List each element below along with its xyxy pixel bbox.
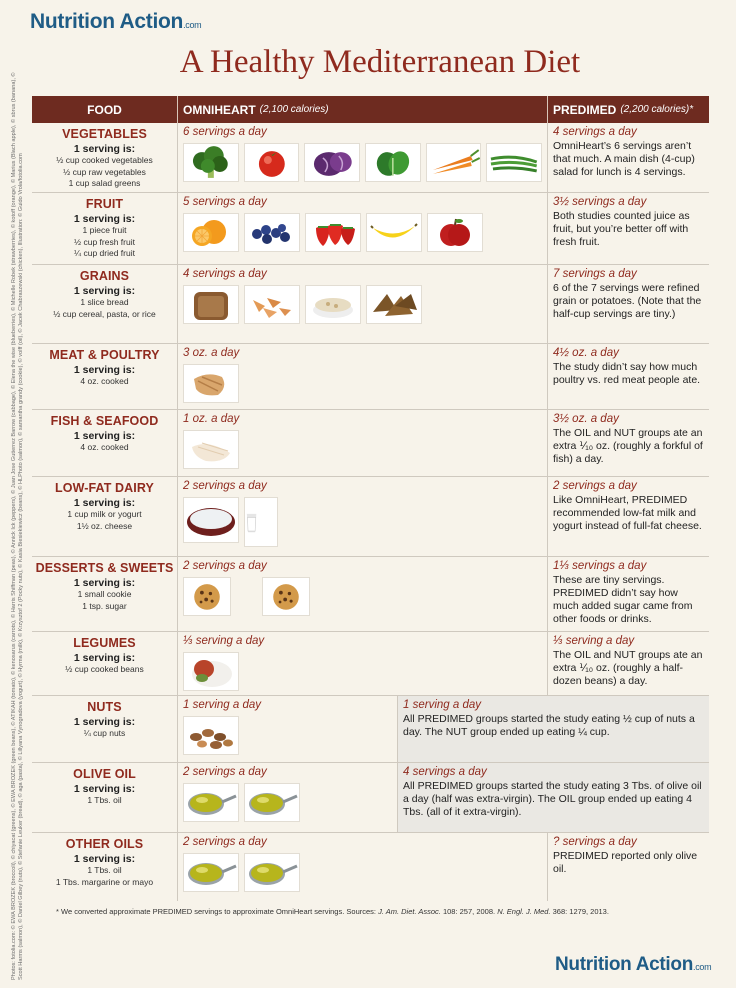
predimed-cell [547, 557, 709, 631]
logo-bottom [555, 954, 711, 976]
predimed-servings: 3½ oz. a day [553, 413, 619, 425]
predimed-cell [547, 193, 709, 264]
omniheart-servings: 6 servings a day [183, 126, 267, 138]
food-name: FISH & SEAFOOD [50, 414, 159, 428]
header-predimed [547, 96, 709, 123]
predimed-servings: 4½ oz. a day [553, 347, 619, 359]
banana-icon [366, 213, 422, 252]
predimed-cell [547, 632, 709, 695]
food-name: LEGUMES [73, 636, 136, 650]
predimed-note: The study didn’t say how much poultry vs. red meat people ate. [553, 361, 701, 386]
predimed-note: The OIL and NUT groups ate an extra ⅟₁₀ oz. (roughly a half-dozen beans) a day. [553, 649, 703, 687]
food-name: GRAINS [79, 269, 130, 283]
omniheart-cell [177, 833, 547, 901]
predimed-servings: 3½ servings a day [553, 196, 647, 208]
omniheart-servings: 2 servings a day [183, 836, 267, 848]
serving-detail: ½ cup fresh fruit [74, 236, 135, 247]
predimed-servings: ⅓ serving a day [553, 635, 635, 647]
omniheart-cell [177, 632, 547, 695]
food-cell [32, 193, 177, 264]
strawberries-icon [305, 213, 361, 252]
serving-label: 1 serving is: [73, 364, 136, 376]
omniheart-servings: 4 servings a day [183, 268, 267, 280]
serving-label: 1 serving is: [73, 143, 136, 155]
food-images [183, 652, 542, 691]
serving-detail: 1 Tbs. oil [87, 865, 122, 875]
predimed-note: PREDIMED reported only olive oil. [553, 850, 698, 875]
omniheart-cell [177, 123, 547, 192]
footnote-text: 108: 257, 2008. [440, 907, 498, 916]
serving-label: 1 serving is: [73, 430, 136, 442]
serving-detail: ¼ cup dried fruit [74, 248, 135, 258]
omniheart-servings: 1 serving a day [183, 699, 261, 711]
serving-detail: 1 slice bread [80, 297, 129, 307]
tomato-icon [244, 143, 300, 182]
food-cell [32, 123, 177, 192]
serving-label: 1 serving is: [73, 716, 136, 728]
food-name: OLIVE OIL [73, 767, 136, 781]
predimed-cell [547, 833, 709, 901]
table-header [32, 96, 709, 123]
table-row-fruit [32, 193, 709, 265]
serving-detail: 1 small cookie [77, 589, 132, 599]
serving-label: 1 serving is: [73, 577, 136, 589]
footnote-journal: N. Engl. J. Med. [497, 907, 551, 916]
food-name: NUTS [87, 700, 122, 714]
serving-detail: ½ cup cooked beans [65, 664, 144, 674]
food-images [183, 143, 542, 182]
food-images [183, 853, 542, 892]
predimed-cell [547, 265, 709, 343]
cereal-icon [305, 285, 361, 324]
predimed-servings: 2 servings a day [553, 480, 637, 492]
predimed-note: Like OmniHeart, PREDIMED recommended low-fat milk and yogurt instead of full-fat cheese. [553, 494, 702, 532]
serving-detail: ½ cup cooked vegetables [56, 155, 153, 165]
omniheart-servings: 5 servings a day [183, 196, 267, 208]
food-cell [32, 557, 177, 631]
food-images [183, 577, 542, 616]
serving-detail: 1½ oz. cheese [76, 520, 133, 531]
cookie-icon [183, 577, 231, 616]
food-cell [32, 833, 177, 901]
diet-table [32, 96, 709, 901]
serving-detail: ½ cup cereal, pasta, or rice [53, 308, 156, 319]
food-name: VEGETABLES [62, 127, 147, 141]
predimed-servings: ? servings a day [553, 836, 637, 848]
table-row-meat-poultry [32, 344, 709, 410]
header-predimed-label: PREDIMED [553, 102, 617, 117]
predimed-note: Both studies counted juice as fruit, but you’re better off with fresh fruit. [553, 210, 690, 248]
oil-spoon-icon [244, 853, 300, 892]
predimed-note: OmniHeart’s 6 servings aren’t that much. A main dish (4-cup) salad for lunch is 4 servings. [553, 140, 695, 178]
red-cabbage-icon [304, 143, 360, 182]
food-images [183, 497, 542, 547]
serving-detail: ½ cup raw vegetables [63, 166, 146, 177]
serving-detail: 1 Tbs. margarine or mayo [55, 876, 154, 887]
predimed-servings: 4 servings a day [553, 126, 637, 138]
header-food: FOOD [87, 102, 122, 117]
omniheart-cell [177, 410, 547, 476]
omniheart-servings: 3 oz. a day [183, 347, 240, 359]
logo-dotcom: .com [693, 962, 712, 972]
green-beans-icon [486, 143, 542, 182]
logo-text: Nutrition Action [30, 10, 184, 33]
footnote-text: 368: 1279, 2013. [550, 907, 609, 916]
serving-label: 1 serving is: [73, 497, 136, 509]
table-row-desserts-sweets [32, 557, 709, 632]
predimed-cell [547, 123, 709, 192]
oranges-icon [183, 213, 239, 252]
header-omniheart-calories: (2,100 calories) [259, 104, 329, 115]
food-name: DESSERTS & SWEETS [35, 561, 174, 575]
omniheart-cell [177, 344, 547, 409]
predimed-cell [547, 477, 709, 556]
blueberries-icon [244, 213, 300, 252]
table-row-olive-oil [32, 763, 709, 833]
pasta-icon [244, 285, 300, 324]
chicken-icon [183, 364, 239, 403]
omniheart-cell [177, 696, 397, 762]
food-cell [32, 410, 177, 476]
food-cell [32, 265, 177, 343]
header-predimed-calories: (2,200 calories)* [620, 104, 694, 115]
serving-detail: 1 cup salad greens [68, 178, 141, 188]
header-omniheart [177, 96, 547, 123]
serving-detail: 1 piece fruit [82, 225, 127, 235]
predimed-note: All PREDIMED groups started the study eating 3 Tbs. of olive oil a day (half was extra-virgin). The OIL group ended up eating 4 Tbs. (all of it extra-virgin). [403, 780, 702, 818]
predimed-cell [397, 763, 709, 832]
spinach-icon [365, 143, 421, 182]
omniheart-cell [177, 477, 547, 556]
table-row-other-oils [32, 833, 709, 901]
predimed-cell [547, 410, 709, 476]
food-name: OTHER OILS [65, 837, 144, 851]
table-row-fish-seafood [32, 410, 709, 477]
predimed-servings: 7 servings a day [553, 268, 637, 280]
oil-spoon-icon [244, 783, 300, 822]
footnote-text: * We converted approximate PREDIMED servings to approximate OmniHeart servings. Sources: [56, 907, 379, 916]
yogurt-bowl-icon [183, 497, 239, 543]
photo-credits: Photos: fotolia.com: © EWA BROZEK (broccoli), © chiyacat (greens), © EWA BROZEK (green beans), © ATIKAH (tomato), © kenosarus (carrots), © Harris Shiffman (peas), © Annick Ick (peppers), © Juan Jose Gutierrez Barrow (cabbage), © Elena the wise (blueberries), © Michelle Robek (strawberries), © kotoff (orange), © Marius (Blach apple), © sbrus (banana), © Scott Harms (salmon), © Daniel Gilbey (nuts), © Stefanie Leuker (bread), © aga (pasta), © Lillyana Vynogradova (yogurt), © Hyrma (milk), © Krzysztof 2 (Pocky nuts), © Kasia Biesiekiewicz (beans), © HLPhoto (salmon), © samantha grandy (cookie), © volff (oil), © Jacek Chabraszewski (chicken), Illustration: © Guido Vrola/fotolia.com [11, 72, 24, 980]
table-row-grains [32, 265, 709, 344]
predimed-cell [547, 344, 709, 409]
serving-label: 1 serving is: [73, 285, 136, 297]
nuts-icon [183, 716, 239, 755]
oil-spoon-icon [183, 853, 239, 892]
predimed-servings: 4 servings a day [403, 766, 487, 778]
omniheart-cell [177, 193, 547, 264]
omniheart-cell [177, 557, 547, 631]
food-images [183, 213, 542, 252]
predimed-servings: 1⅓ servings a day [553, 560, 647, 572]
fish-fillet-icon [183, 430, 239, 469]
omniheart-servings: 2 servings a day [183, 766, 267, 778]
chips-icon [366, 285, 422, 324]
omniheart-servings: ⅓ serving a day [183, 635, 265, 647]
food-name: MEAT & POULTRY [49, 348, 160, 362]
food-images [183, 430, 542, 469]
footnote-journal: J. Am. Diet. Assoc. [378, 907, 441, 916]
predimed-note: These are tiny servings. PREDIMED didn’t say how much added sugar came from other foods or drinks. [553, 574, 693, 625]
food-cell [32, 477, 177, 556]
predimed-servings: 1 serving a day [403, 699, 481, 711]
beans-icon [183, 652, 239, 691]
omniheart-servings: 2 servings a day [183, 560, 267, 572]
table-row-nuts [32, 696, 709, 763]
omniheart-cell [177, 265, 547, 343]
serving-detail: 1 cup milk or yogurt [67, 509, 142, 519]
serving-label: 1 serving is: [73, 652, 136, 664]
predimed-note: The OIL and NUT groups ate an extra ⅟₁₀ oz. (roughly a forkful of fish) a day. [553, 427, 703, 465]
serving-detail: ¼ cup nuts [83, 728, 126, 738]
food-images [183, 716, 392, 755]
food-cell [32, 632, 177, 695]
logo-text: Nutrition Action [555, 954, 694, 975]
oil-spoon-icon [183, 783, 239, 822]
header-omniheart-label: OMNIHEART [183, 102, 256, 117]
omniheart-servings: 1 oz. a day [183, 413, 240, 425]
food-images [183, 364, 542, 403]
table-row-vegetables [32, 123, 709, 193]
serving-detail: 1 Tbs. oil [87, 795, 122, 805]
serving-detail: 4 oz. cooked [80, 442, 129, 452]
predimed-note: 6 of the 7 servings were refined grain or potatoes. (Note that the half-cup servings are tiny.) [553, 282, 702, 320]
serving-label: 1 serving is: [73, 853, 136, 865]
table-row-legumes [32, 632, 709, 696]
apple-icon [427, 213, 483, 252]
page-title: A Healthy Mediterranean Diet [179, 44, 581, 80]
omniheart-servings: 2 servings a day [183, 480, 267, 492]
food-name: FRUIT [85, 197, 124, 211]
footnote [56, 907, 609, 916]
food-cell [32, 763, 177, 832]
milk-glass-icon [244, 497, 278, 547]
serving-detail: 1 tsp. sugar [82, 600, 127, 611]
cookie-icon [262, 577, 310, 616]
serving-label: 1 serving is: [73, 783, 136, 795]
predimed-cell [397, 696, 709, 762]
food-cell [32, 696, 177, 762]
carrots-icon [426, 143, 482, 182]
serving-detail: 4 oz. cooked [80, 376, 129, 386]
table-row-low-fat-dairy [32, 477, 709, 557]
serving-label: 1 serving is: [73, 213, 136, 225]
broccoli-icon [183, 143, 239, 182]
food-cell [32, 344, 177, 409]
food-images [183, 783, 392, 822]
predimed-note: All PREDIMED groups started the study eating ½ cup of nuts a day. The NUT group ended up eating ¼ cup. [403, 713, 695, 738]
food-images [183, 285, 542, 324]
logo-dotcom: .com [183, 20, 202, 30]
bread-icon [183, 285, 239, 324]
omniheart-cell [177, 763, 397, 832]
logo-top [30, 10, 201, 34]
food-name: LOW-FAT DAIRY [55, 481, 154, 495]
